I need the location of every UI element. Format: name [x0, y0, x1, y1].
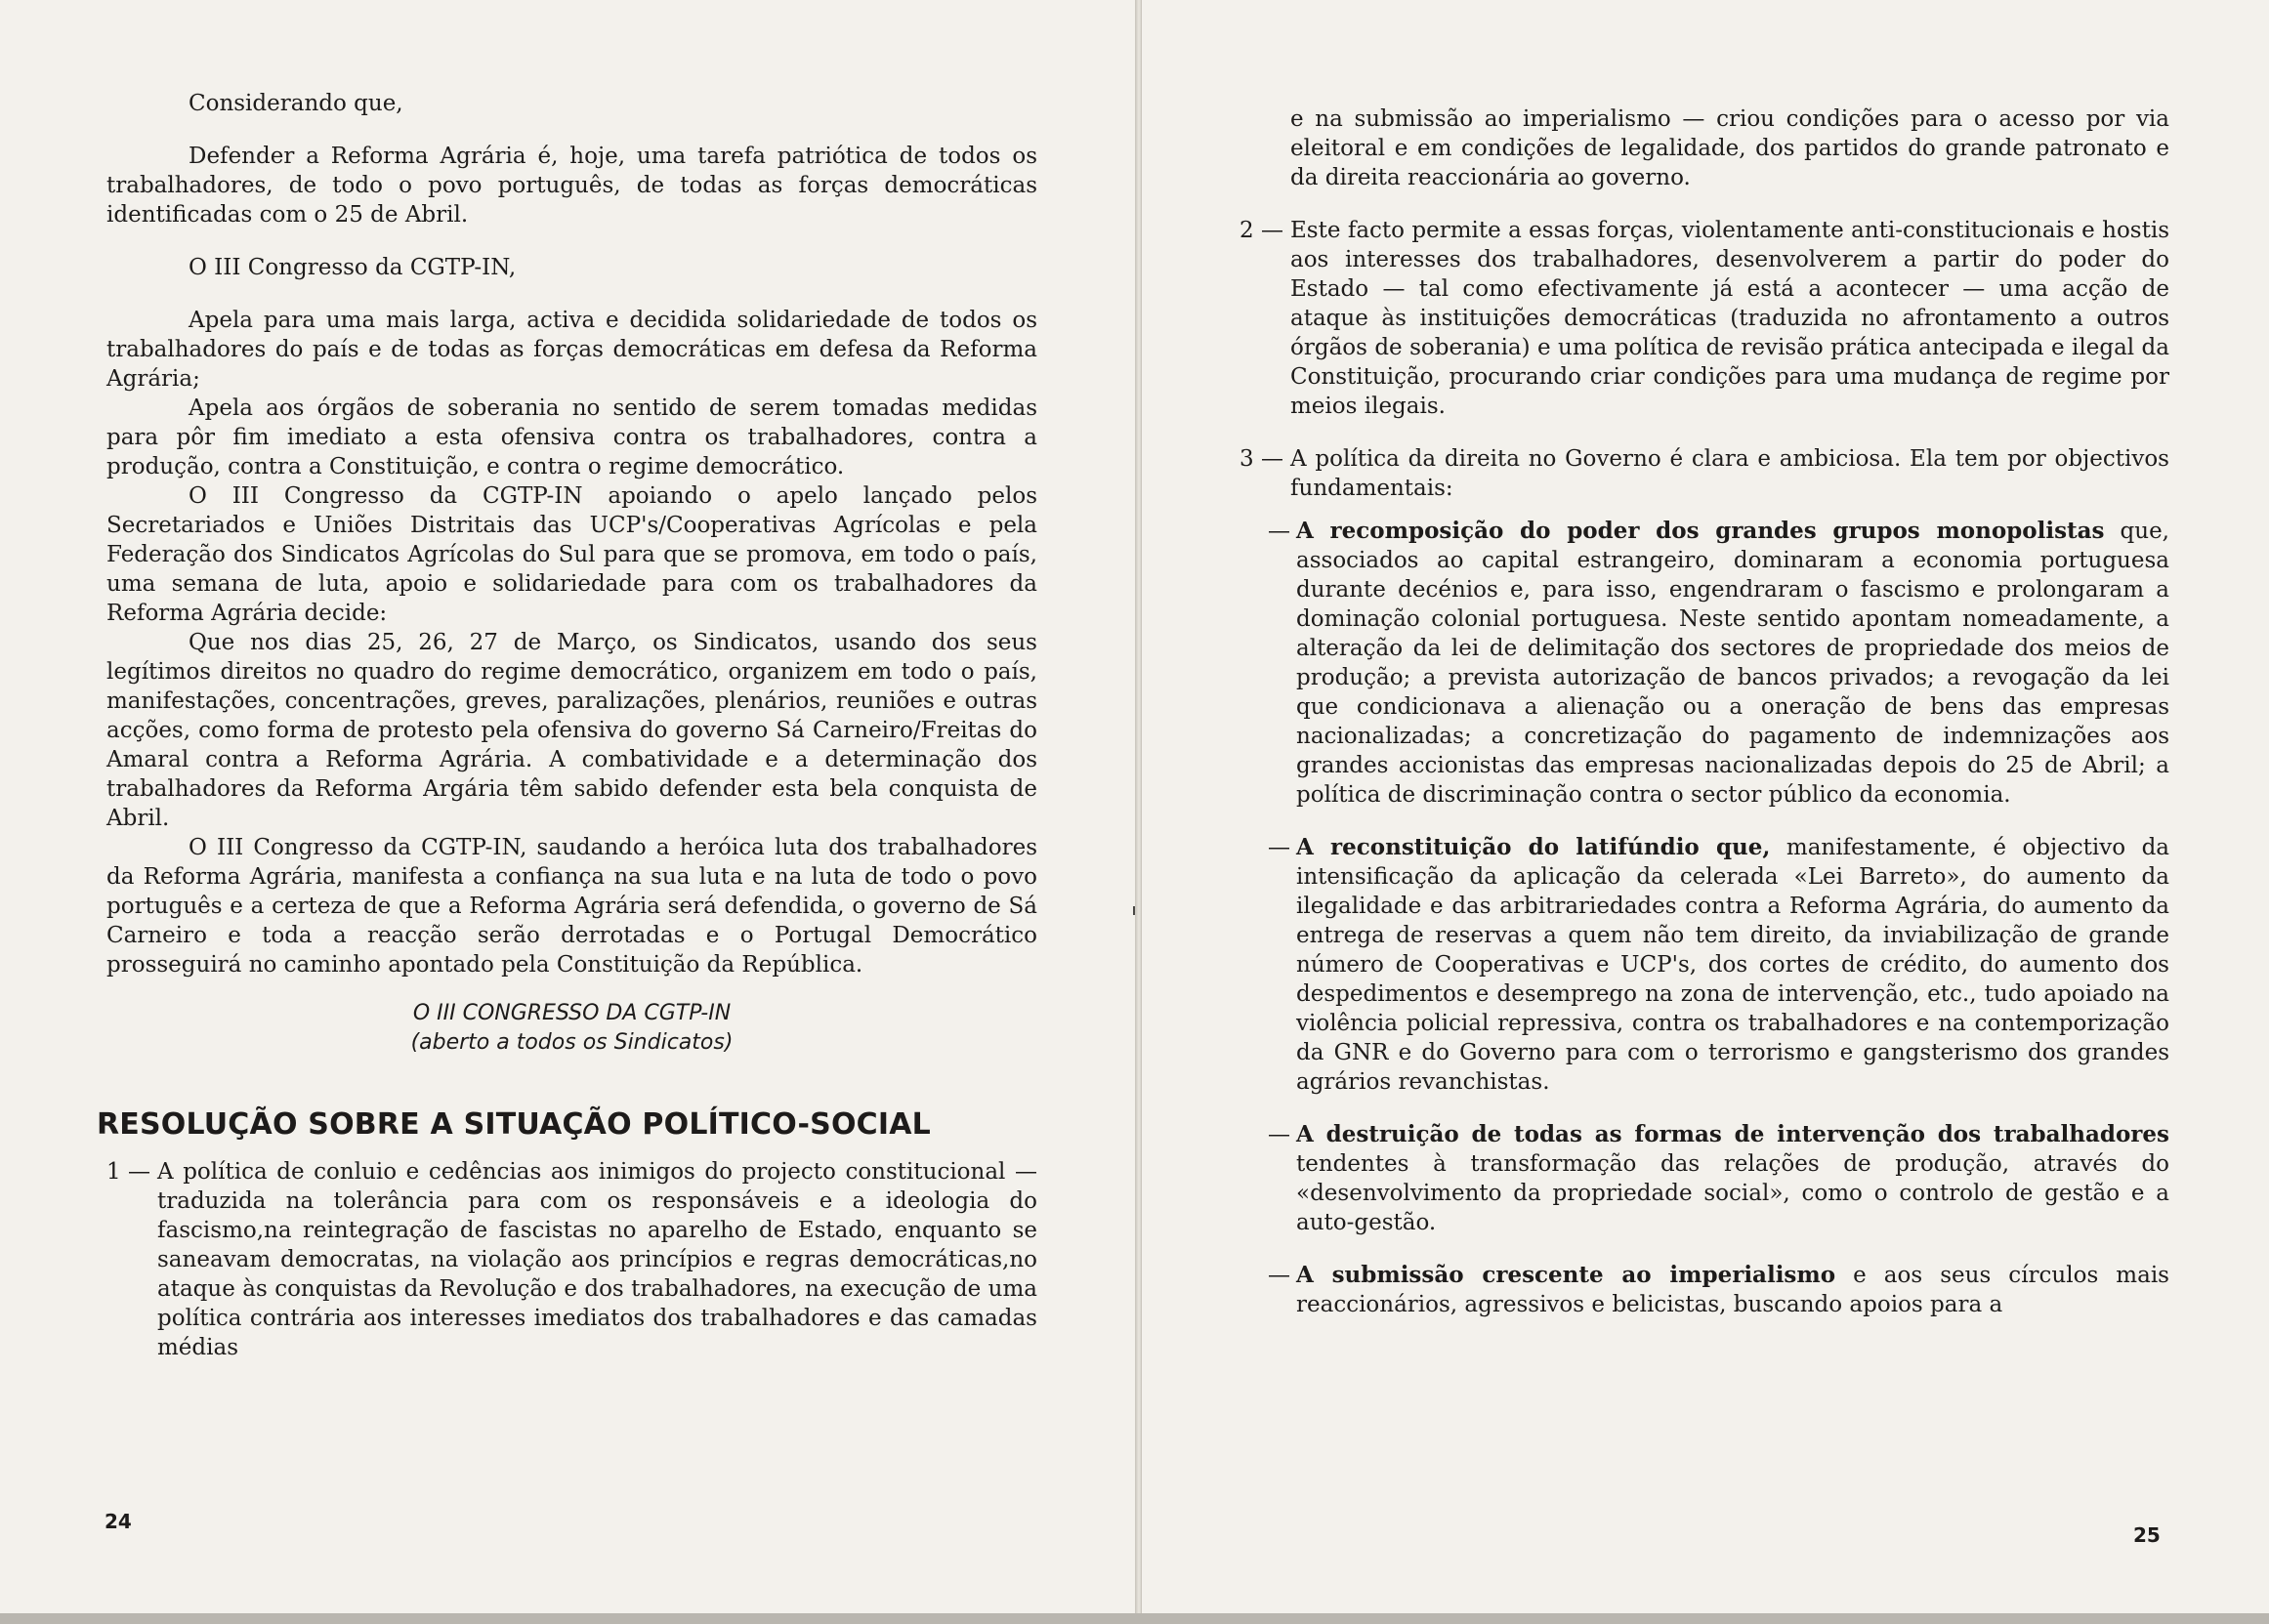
page-number: 25: [2133, 1523, 2161, 1547]
paragraph-decide: O III Congresso da CGTP-IN apoiando o apelo lançado pelos Secretariados e Uniões Distritais das UCP's/Cooperativas Agrícolas e pela Federação dos Sindicatos Agrícolas do Sul para que se promova, em todo o país, uma semana de luta, apoio e solidariedade para com os trabalhadores da Reforma Agrária decide:: [106, 483, 1037, 626]
item-number: 1 —: [106, 1159, 150, 1185]
bullet-text: manifestamente, é objectivo da intensificação da aplicação da celerada «Lei Barreto», do aumento da ilegalidade e das arbitrariedades contra a Reforma Agrária, do aumento da entrega de reservas a quem não tem direito, da inviabilização de grande número de Cooperativas e UCP's, dos cortes de crédito, do aumento dos despedimentos e desemprego na zona de intervenção, etc., tudo apoiado na violência policial repressiva, contra os trabalhadores e na contemporização da GNR e do Governo para com o terrorismo e gangsterismo dos grandes agrários revanchistas.: [1296, 835, 2169, 1095]
continuation-text: e na submissão ao imperialismo — criou condições para o acesso por via eleitoral e em condições de legalidade, dos partidos do grande patronato e da direita reaccionária ao governo.: [1290, 106, 2169, 190]
left-text-column: [97, 89, 1037, 1362]
section-heading: RESOLUÇÃO SOBRE A SITUAÇÃO POLÍTICO-SOCIAL: [97, 1107, 931, 1142]
paragraph-saudando: O III Congresso da CGTP-IN, saudando a heróica luta dos trabalhadores da Reforma Agrária, manifesta a confiança na sua luta e na luta de todo o povo português e a certeza de que a Reforma Agrária será defendida, o governo de Sá Carneiro e toda a reacção serão derrotadas e o Portugal Democrático prosseguirá no caminho apontado pela Constituição da República.: [106, 835, 1037, 978]
item-text: A política de conluio e cedências aos inimigos do projecto constitucional — traduzida na tolerância para com os responsáveis e a ideologia do fascismo,na reintegração de fascistas no aparelho de Estado, enquanto se saneavam democratas, na violação aos princípios e regras democráticas,no ataque às conquistas da Revolução e dos trabalhadores, na execução de uma política contrária aos interesses imediatos dos trabalhadores e das camadas médias: [157, 1159, 1037, 1360]
bullet-bold: A submissão crescente ao imperialismo: [1296, 1262, 1836, 1288]
dash: —: [1268, 1122, 1290, 1147]
signature-line-1: O III CONGRESSO DA CGTP-IN: [412, 1001, 732, 1025]
signature-line-2: (aberto a todos os Sindicatos): [410, 1030, 734, 1055]
item-text: Este facto permite a essas forças, violentamente anti-constitucionais e hostis aos interesses dos trabalhadores, desenvolverem a partir do poder do Estado — tal como efectivamente já está a acontecer — uma acção de ataque às instituições democráticas (traduzida no afrontamento a outros órgãos de soberania) e uma política de revisão prática antecipada e ilegal da Constituição, procurando criar condições para uma mudança de regime por meios ilegais.: [1290, 218, 2169, 419]
dash: —: [1268, 519, 1290, 544]
item-number: 2 —: [1240, 218, 1283, 243]
bullet-item-destruction: [1240, 1120, 2169, 1237]
bullet-item-monopolies: [1240, 517, 2169, 810]
paragraph-que: Que nos dias 25, 26, 27 de Março, os Sindicatos, usando dos seus legítimos direitos no quadro do regime democrático, organizem em todo o país, manifestações, concentrações, greves, paralizações, plenários, reuniões e outras acções, como forma de protesto pela ofensiva do governo Sá Carneiro/Freitas do Amaral contra a Reforma Agrária. A combatividade e a determinação dos trabalhadores da Reforma Argária têm sabido defender esta bela conquista de Abril.: [106, 630, 1037, 831]
item-number: 3 —: [1240, 446, 1283, 472]
bullet-bold: A recomposição do poder dos grandes grupos monopolistas: [1296, 518, 2105, 544]
bullet-item-imperialism: [1240, 1261, 2169, 1319]
congress-line: O III Congresso da CGTP-IN,: [189, 255, 517, 280]
bullet-bold: A destruição de todas as formas de intervenção dos trabalhadores: [1296, 1121, 2169, 1147]
numbered-item-1: [106, 1157, 1037, 1362]
bullet-text: e aos seus círculos mais reaccionários, agressivos e belicistas, buscando apoios para a: [1296, 1263, 2169, 1317]
right-text-column: [1240, 104, 2169, 1319]
dash: —: [1268, 835, 1290, 860]
bullet-bold: A reconstituição do latifúndio que,: [1296, 834, 1771, 860]
numbered-item-3: [1240, 444, 2169, 503]
paragraph-apela-1: Apela para uma mais larga, activa e decidida solidariedade de todos os trabalhadores do país e de todas as forças democráticas em defesa da Reforma Agrária;: [106, 308, 1037, 392]
bullet-text: tendentes à transformação das relações de produção, através do «desenvolvimento da propriedade social», como o controlo de gestão e a auto-gestão.: [1296, 1151, 2169, 1235]
page-number: 24: [105, 1510, 132, 1533]
dash: —: [1268, 1263, 1290, 1288]
scan-bottom-edge: [0, 1613, 2269, 1624]
bullet-item-latifundio: [1240, 833, 2169, 1097]
right-page: [1141, 0, 2269, 1613]
paragraph-apela-2: Apela aos órgãos de soberania no sentido de serem tomadas medidas para pôr fim imediato a esta ofensiva contra os trabalhadores, contra a produção, contra a Constituição, e contra o regime democrático.: [106, 396, 1037, 479]
left-page: [0, 0, 1137, 1613]
item-text: A política da direita no Governo é clara e ambiciosa. Ela tem por objectivos fundamentais:: [1290, 446, 2169, 501]
intro-line: Considerando que,: [189, 91, 403, 116]
paragraph-defend: Defender a Reforma Agrária é, hoje, uma tarefa patriótica de todos os trabalhadores, de todo o povo português, de todas as forças democráticas identificadas com o 25 de Abril.: [106, 144, 1037, 228]
numbered-item-2: [1240, 216, 2169, 421]
bullet-text: que, associados ao capital estrangeiro, dominaram a economia portuguesa durante decénios e, para isso, engendraram o fascismo e prolongaram a dominação colonial portuguesa. Neste sentido apontam nomeadamente, a alteração da lei de delimitação dos sectores de propriedade dos meios de produção; a prevista autorização de bancos privados; a revogação da lei que condicionava a alienação ou a oneração de bens das empresas nacionalizadas; a concretização do pagamento de indemnizações aos grandes accionistas das empresas nacionalizadas depois do 25 de Abril; a política de discriminação contra o sector público da economia.: [1296, 519, 2169, 808]
